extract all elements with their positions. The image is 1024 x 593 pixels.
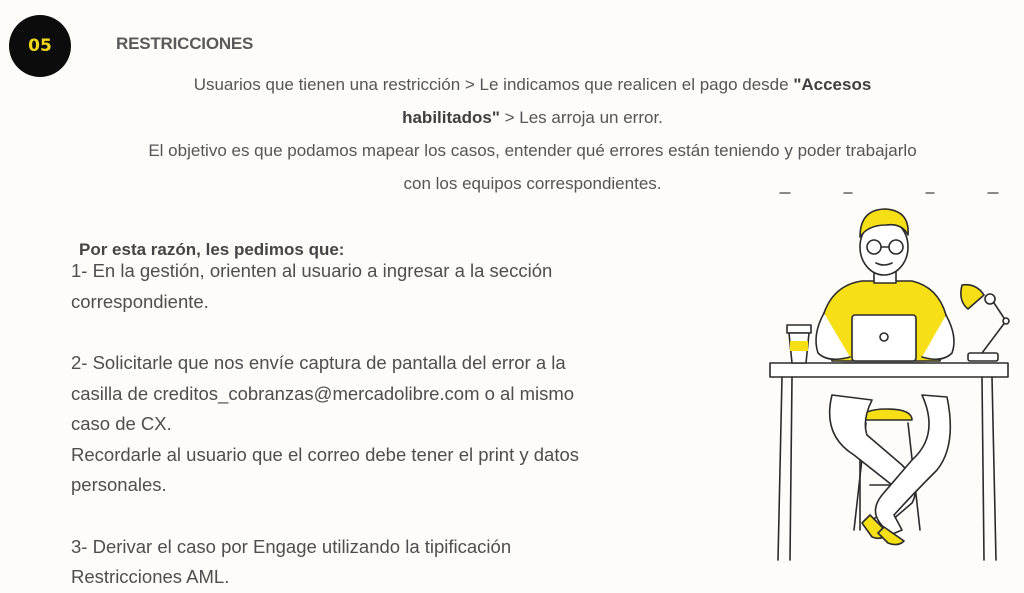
intro-line-4: con los equipos correspondientes. — [403, 174, 662, 193]
section-title: RESTRICCIONES — [116, 34, 254, 53]
step-2-line: 2- Solicitarle que nos envíe captura de pantalla del error a la — [71, 352, 566, 373]
person-at-desk-illustration — [762, 185, 1024, 575]
step-2-line: Recordarle al usuario que el correo debe tener el print y datos — [71, 443, 580, 465]
laptop-icon — [842, 315, 926, 363]
reason-title: Por esta razón, les pedimos que: — [79, 240, 345, 259]
steps-list — [71, 256, 691, 593]
step-3-line: 3- Derivar el caso por Engage utilizando la tipificación — [71, 535, 512, 557]
intro-line-3: El objetivo es que podamos mapear los casos, entender qué errores están teniendo y poder trabajarlo — [148, 141, 917, 160]
step-1-line: correspondiente. — [71, 290, 209, 312]
desk-lamp-icon — [961, 285, 1009, 361]
intro-line-1: Usuarios que tienen una restricción > Le indicamos que realicen el pago desde "Accesos — [193, 75, 872, 94]
intro-line-2: habilitados" > Les arroja un error. — [402, 108, 663, 127]
coffee-cup-icon — [787, 325, 811, 363]
section-number: 05 — [28, 36, 52, 56]
step-2-line: casilla de creditos_cobranzas@mercadolibre.com o al mismo — [71, 382, 575, 404]
step-2-line: personales. — [71, 474, 167, 495]
step-1-line: 1- En la gestión, orienten al usuario a ingresar a la sección — [71, 260, 553, 281]
intro-paragraph — [60, 68, 1005, 200]
step-2-line: caso de CX. — [71, 413, 172, 434]
step-3-line: Restricciones AML. — [71, 566, 230, 587]
